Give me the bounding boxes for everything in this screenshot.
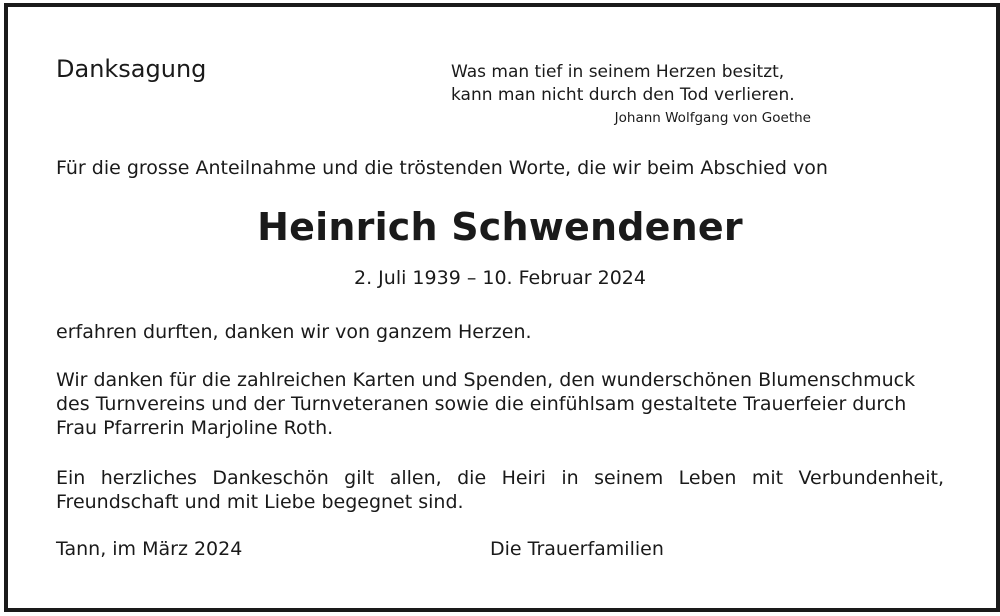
thanks-line: Frau Pfarrerin Marjoline Roth. (56, 417, 334, 439)
gratitude-text: erfahren durften, danken wir von ganzem Herzen. (56, 321, 532, 343)
life-dates: 2. Juli 1939 – 10. Februar 2024 (354, 267, 646, 289)
notice-heading: Danksagung (56, 55, 207, 83)
intro-text: Für die grosse Anteilnahme und die tröstenden Worte, die wir beim Abschied von (56, 157, 828, 179)
quote-author: Johann Wolfgang von Goethe (614, 110, 811, 126)
place-date: Tann, im März 2024 (56, 538, 243, 560)
thanks-line: des Turnvereins und der Turnveteranen sowie die einfühlsam gestaltete Trauerfeier durch (56, 393, 907, 415)
closing-line: Freundschaft und mit Liebe begegnet sind. (56, 491, 464, 513)
thanks-line: Wir danken für die zahlreichen Karten und Spenden, den wunderschönen Blumenschmuck (56, 369, 916, 391)
quote-line-2: kann man nicht durch den Tod verlieren. (451, 85, 795, 105)
signature: Die Trauerfamilien (490, 538, 664, 560)
deceased-name: Heinrich Schwendener (257, 205, 743, 249)
closing-line: Ein herzliches Dankeschön gilt allen, die Heiri in seinem Leben mit Verbundenheit, (56, 467, 944, 489)
thanks-paragraph (56, 368, 944, 440)
goethe-quote (451, 61, 811, 128)
quote-line-1: Was man tief in seinem Herzen besitzt, (451, 62, 785, 82)
closing-paragraph (56, 466, 944, 514)
